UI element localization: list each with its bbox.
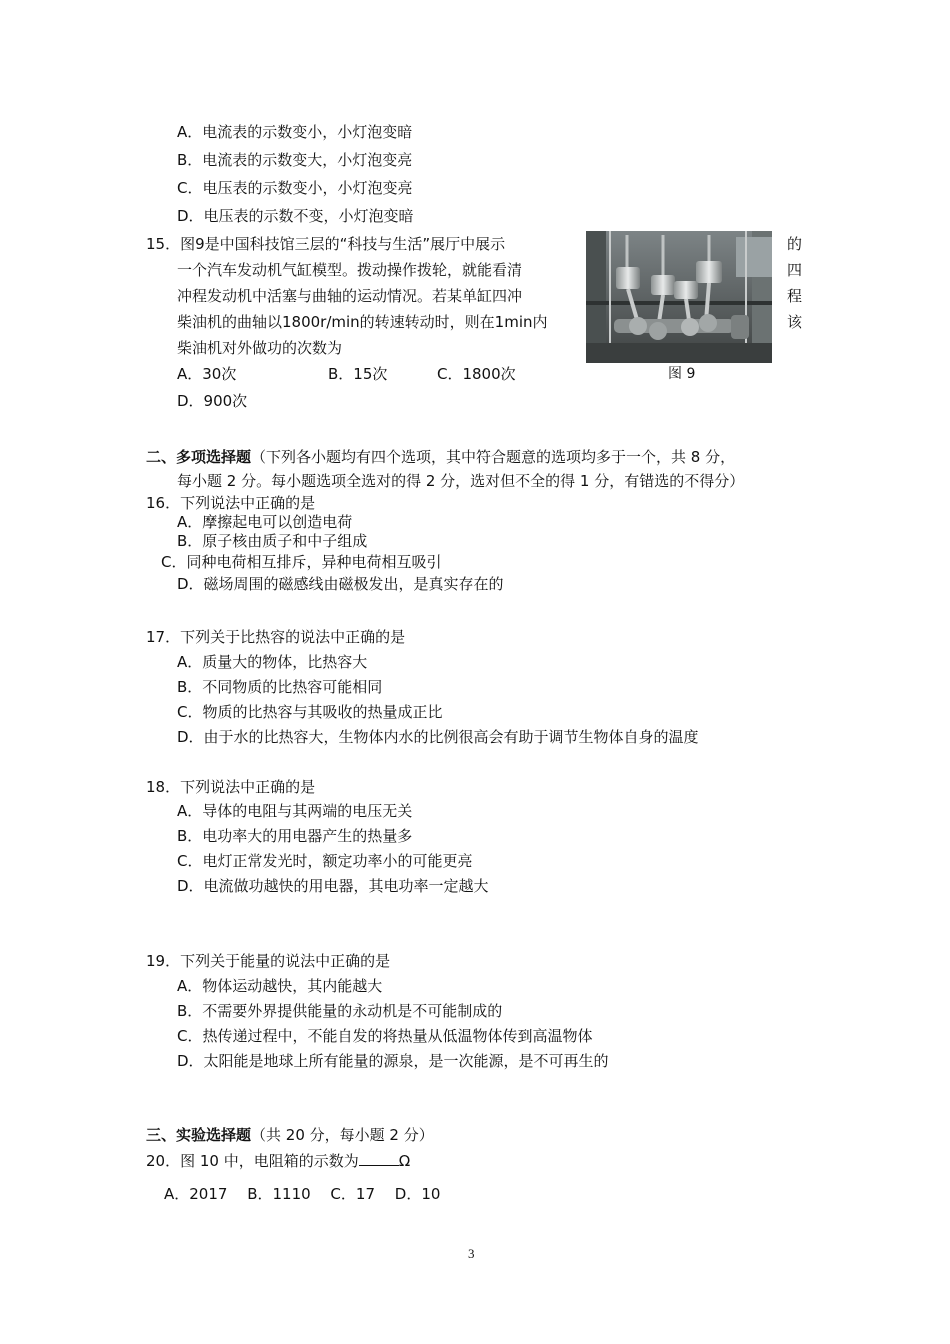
- section3-heading-line: [146, 1125, 434, 1145]
- q16-option-d: D．磁场周围的磁感线由磁极发出，是真实存在的: [177, 575, 504, 593]
- q17-option-b: B．不同物质的比热容可能相同: [177, 678, 383, 696]
- q20-unit: Ω: [398, 1152, 411, 1170]
- q18-option-c: C．电灯正常发光时，额定功率小的可能更亮: [177, 852, 473, 870]
- q16-option-a: A．摩擦起电可以创造电荷: [177, 513, 353, 531]
- q14-option-c: C．电压表的示数变小，小灯泡变亮: [177, 179, 413, 197]
- section2-heading: 二、多项选择题: [146, 448, 252, 466]
- q19-stem: 19．下列关于能量的说法中正确的是: [146, 952, 391, 970]
- q15-stem-line5: 柴油机对外做功的次数为: [177, 339, 343, 357]
- q14-option-b: B．电流表的示数变大，小灯泡变亮: [177, 151, 413, 169]
- q17-stem: 17．下列关于比热容的说法中正确的是: [146, 628, 406, 646]
- section3-note: （共 20 分，每小题 2 分）: [251, 1126, 434, 1144]
- q15-stem-line2: 一个汽车发动机气缸模型。拨动操作拨轮，就能看清: [177, 261, 523, 279]
- q19-option-b: B．不需要外界提供能量的永动机是不可能制成的: [177, 1002, 503, 1020]
- section2-note-line2: 每小题 2 分。每小题选项全选对的得 2 分，选对但不全的得 1 分，有错选的不得分）: [177, 472, 745, 490]
- q17-option-d: D．由于水的比热容大，生物体内水的比例很高会有助于调节生物体自身的温度: [177, 728, 699, 746]
- q15-stem-line1: 15．图9是中国科技馆三层的“科技与生活”展厅中展示: [146, 235, 506, 253]
- q18-stem: 18．下列说法中正确的是: [146, 778, 316, 796]
- q20-answer-blank: [359, 1151, 399, 1166]
- page-number: 3: [468, 1246, 475, 1261]
- q16-stem: 16．下列说法中正确的是: [146, 494, 316, 512]
- q15-stem-line3: 冲程发动机中活塞与曲轴的运动情况。若某单缸四冲: [177, 287, 523, 305]
- q15-stem-line4: 柴油机的曲轴以1800r/min的转速转动时，则在1min内: [177, 313, 548, 331]
- section3-heading: 三、实验选择题: [146, 1126, 252, 1144]
- q18-option-a: A．导体的电阻与其两端的电压无关: [177, 802, 413, 820]
- section2-note-line1: （下列各小题均有四个选项，其中符合题意的选项均多于一个，共 8 分，: [251, 448, 736, 466]
- q16-option-c: C．同种电荷相互排斥，异种电荷相互吸引: [161, 553, 442, 571]
- q19-option-c: C．热传递过程中，不能自发的将热量从低温物体传到高温物体: [177, 1027, 593, 1045]
- q16-option-b: B．原子核由质子和中子组成: [177, 532, 368, 550]
- q15-option-d: D．900次: [177, 392, 248, 410]
- q17-option-c: C．物质的比热容与其吸收的热量成正比: [177, 703, 443, 721]
- q20-stem: 20．图 10 中，电阻箱的示数为: [146, 1152, 359, 1170]
- q15-stem-line3-end: 程: [787, 287, 803, 305]
- q15-stem-line2-end: 四: [787, 261, 803, 279]
- q15-option-a: A．30次: [177, 365, 237, 383]
- figure-9-caption: 图 9: [668, 366, 696, 382]
- q15-stem-line1-end: 的: [787, 235, 803, 253]
- q20-options: A．2017 B．1110 C．17 D．10: [164, 1185, 441, 1203]
- q14-option-d: D．电压表的示数不变，小灯泡变暗: [177, 207, 414, 225]
- q15-stem-line4-end: 该: [787, 313, 803, 331]
- q15-option-c: C．1800次: [437, 365, 516, 383]
- q18-option-d: D．电流做功越快的用电器，其电功率一定越大: [177, 877, 489, 895]
- engine-model-photo: [586, 231, 772, 363]
- q19-option-a: A．物体运动越快，其内能越大: [177, 977, 383, 995]
- section2-heading-line1: [146, 447, 735, 467]
- q15-option-b: B．15次: [328, 365, 388, 383]
- q19-option-d: D．太阳能是地球上所有能量的源泉，是一次能源，是不可再生的: [177, 1052, 609, 1070]
- q17-option-a: A．质量大的物体，比热容大: [177, 653, 368, 671]
- q14-option-a: A．电流表的示数变小，小灯泡变暗: [177, 123, 413, 141]
- engine-model-illustration: [586, 231, 772, 363]
- q18-option-b: B．电功率大的用电器产生的热量多: [177, 827, 413, 845]
- q20-stem-line: [146, 1151, 410, 1171]
